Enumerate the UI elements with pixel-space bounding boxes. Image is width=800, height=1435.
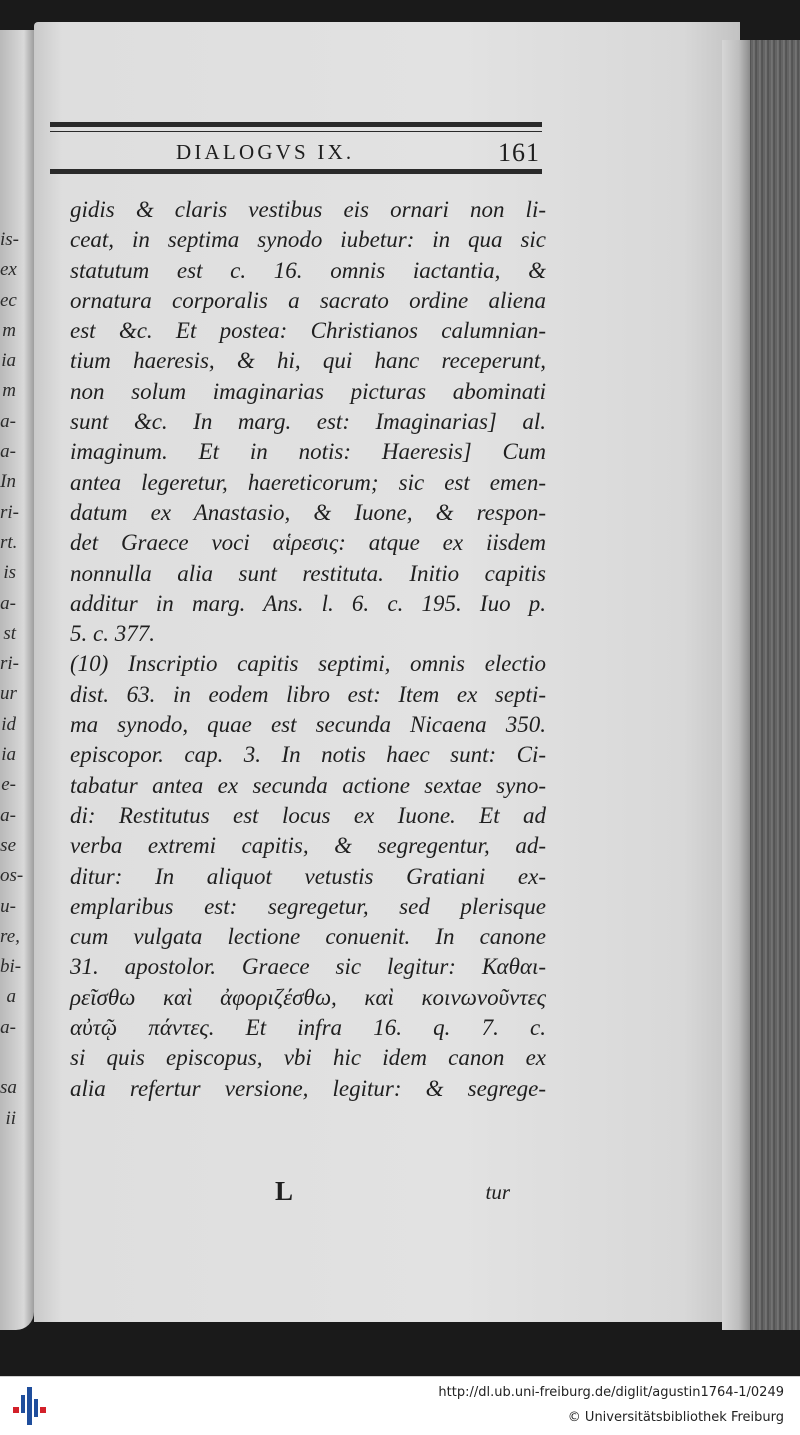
body-line: additur in marg. Ans. l. 6. c. 195. Iuo p. (70, 590, 546, 616)
body-line: dist. 63. in eodem libro est: Item ex septi- (70, 681, 546, 707)
body-line: 31. apostolor. Graece sic legitur: Καθαι- (70, 954, 546, 980)
left-margin-fragment: is (3, 562, 16, 584)
left-margin-fragment: a- (0, 804, 16, 826)
left-margin-fragment: a- (0, 410, 16, 432)
body-line: non solum imaginarias picturas abominati (70, 378, 546, 404)
body-line: est &c. Et postea: Christianos calumnian- (70, 318, 546, 344)
left-margin-fragment: bi- (0, 956, 22, 978)
body-line: ornatura corporalis a sacrato ordine aliena (70, 287, 546, 313)
left-margin-fragment: a- (0, 1016, 16, 1038)
body-line: 5. c. 377. (70, 621, 155, 647)
body-line: statutum est c. 16. omnis iactantia, & (70, 257, 546, 283)
left-page-margin-text (0, 225, 24, 1134)
permalink-url[interactable]: http://dl.ub.uni-freiburg.de/diglit/agustin1764-1/0249 (438, 1385, 784, 1400)
body-line: tium haeresis, & hi, qui hanc receperunt, (70, 348, 546, 374)
body-line: emplaribus est: segregetur, sed plerisque (70, 893, 546, 919)
body-line: di: Restitutus est locus ex Iuone. Et ad (70, 802, 546, 828)
body-line: ceat, in septima synodo iubetur: in qua sic (70, 227, 546, 253)
left-margin-fragment: ri- (0, 653, 19, 675)
left-margin-fragment: ri- (0, 501, 19, 523)
body-line: det Graece voci αἱρεσις: atque ex iisdem (70, 530, 546, 556)
left-margin-fragment: sa (0, 1077, 17, 1099)
left-margin-fragment: ex (0, 259, 17, 281)
body-line: alia refertur versione, legitur: & segrege- (70, 1075, 546, 1101)
body-line: ma synodo, quae est secunda Nicaena 350. (70, 712, 546, 738)
body-line: (10) Inscriptio capitis septimi, omnis electio (70, 651, 546, 677)
library-logo-icon (10, 1385, 52, 1427)
copyright-notice: © Universitätsbibliothek Freiburg (567, 1410, 784, 1425)
left-margin-fragment: ii (5, 1107, 16, 1129)
left-margin-fragment: e- (1, 774, 16, 796)
footer (0, 1376, 800, 1435)
left-margin-fragment: ec (0, 289, 17, 311)
left-margin-fragment: m (2, 380, 16, 402)
header-rule-bottom (50, 169, 542, 174)
left-margin-fragment: st (3, 622, 16, 644)
left-margin-fragment: m (2, 319, 16, 341)
body-line: cum vulgata lectione conuenit. In canone (70, 924, 546, 950)
body-line: sunt &c. In marg. est: Imaginarias] al. (70, 409, 546, 435)
left-margin-fragment: a- (0, 441, 16, 463)
body-line: gidis & claris vestibus eis ornari non li- (70, 197, 546, 222)
body-line: ditur: In aliquot vetustis Gratiani ex- (70, 863, 546, 889)
body-line: nonnulla alia sunt restituta. Initio capitis (70, 560, 546, 586)
left-margin-fragment (0, 1043, 16, 1073)
left-margin-fragment: ur (0, 683, 17, 705)
left-margin-fragment: a (6, 986, 16, 1008)
left-margin-fragment: re, (0, 925, 20, 947)
body-line: αὐτῷ πάντες. Et infra 16. q. 7. c. (70, 1015, 546, 1041)
body-line: imaginum. Et in notis: Haeresis] Cum (70, 439, 546, 465)
body-line: si quis episcopus, vbi hic idem canon ex (70, 1045, 546, 1071)
signature-mark: L (275, 1176, 294, 1206)
header-rule-top-thin (50, 131, 542, 132)
body-line: ρεῖσθω καὶ ἀφοριζέσθω, καὶ κοινωνοῦντες (70, 984, 546, 1010)
body-line: verba extremi capitis, & segregentur, ad- (70, 833, 546, 859)
body-line: episcopor. cap. 3. In notis haec sunt: Ci- (70, 742, 546, 768)
left-margin-fragment: id (1, 713, 16, 735)
left-facing-page (0, 30, 34, 1330)
page-number: 161 (498, 138, 540, 167)
left-margin-fragment: is- (0, 229, 19, 250)
header-rule-top (50, 122, 542, 127)
left-margin-fragment: a- (0, 592, 16, 614)
running-title: DIALOGVS IX. (176, 140, 355, 164)
catchword: tur (485, 1180, 510, 1204)
left-margin-fragment: In (0, 471, 16, 493)
body-line: tabatur antea ex secunda actione sextae syno- (70, 772, 546, 798)
left-margin-fragment: ia (1, 350, 16, 372)
left-margin-fragment: se (0, 834, 16, 856)
book-page-edges (722, 40, 800, 1330)
catchline (70, 1176, 546, 1208)
left-margin-fragment: os- (0, 865, 24, 887)
body-line: datum ex Anastasio, & Iuone, & respon- (70, 499, 546, 525)
left-margin-fragment: u- (0, 895, 16, 917)
left-margin-fragment: ia (1, 744, 16, 766)
left-margin-fragment: rt. (0, 531, 18, 553)
body-text (70, 195, 546, 1104)
body-line: antea legeretur, haereticorum; sic est emen- (70, 469, 546, 495)
